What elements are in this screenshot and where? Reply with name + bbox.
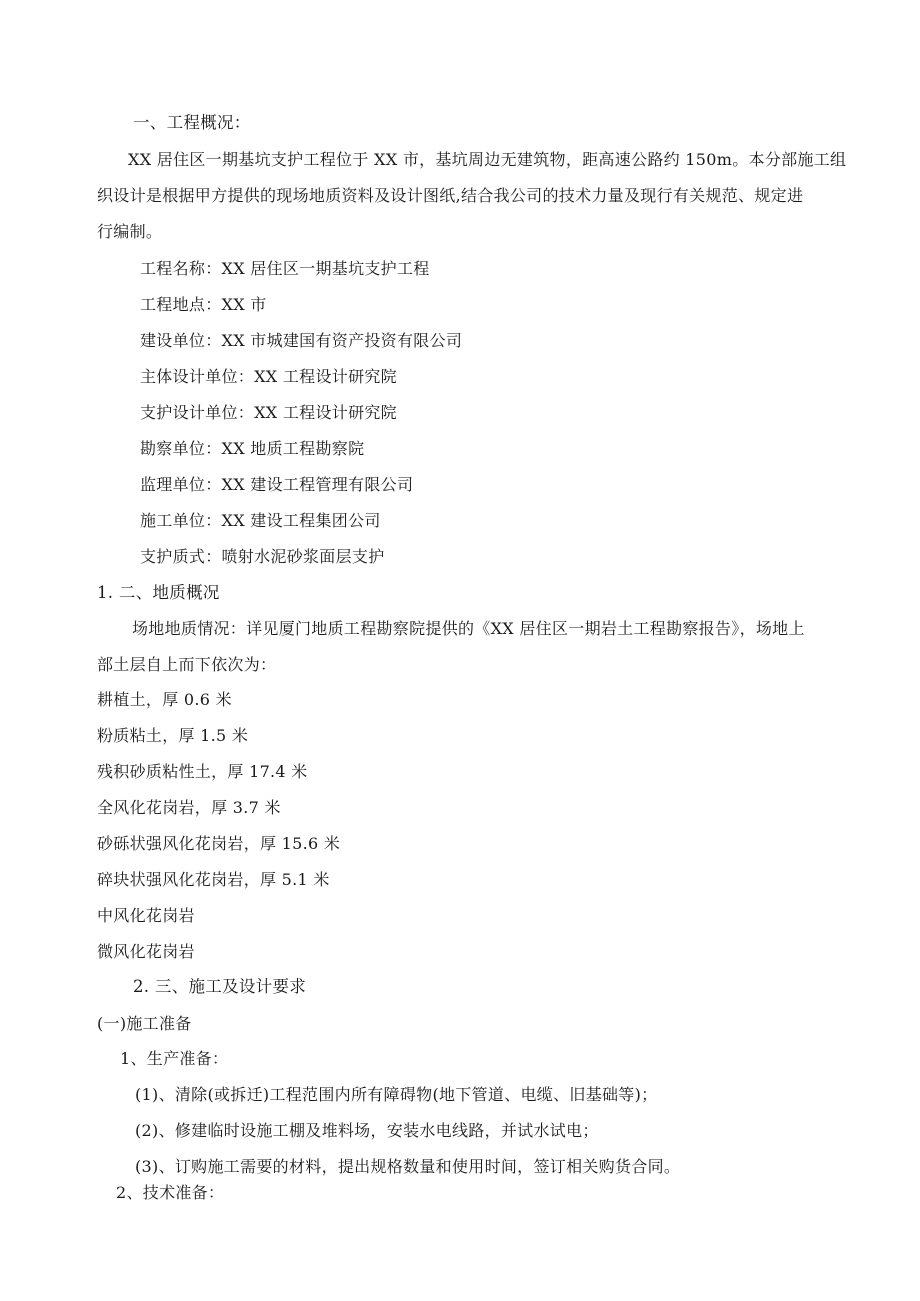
sub-heading-construction-prep: (一)施工准备 <box>97 1014 192 1033</box>
section-heading-project-overview: 一、工程概况： <box>133 113 251 132</box>
soil-layer-item: 碎块状强风化花岗岩，厚 5.1 米 <box>97 870 330 889</box>
section-heading-geology: 1. 二、地质概况 <box>97 583 220 602</box>
paragraph-line: 行编制。 <box>97 222 163 241</box>
paragraph-line: 场地地质情况：详见厦门地质工程勘察院提供的《XX 居住区一期岩土工程勘察报告》，场地上 <box>132 619 805 638</box>
field-project-location: 工程地点：XX 市 <box>140 295 267 314</box>
prep-item: (1)、清除(或拆迁)工程范围内所有障碍物(地下管道、电缆、旧基础等)； <box>135 1085 658 1104</box>
field-support-type: 支护质式：喷射水泥砂浆面层支护 <box>140 547 385 566</box>
field-main-design-unit: 主体设计单位：XX 工程设计研究院 <box>140 367 397 386</box>
field-builder-unit: 施工单位：XX 建设工程集团公司 <box>140 511 381 530</box>
soil-layer-item: 砂砾状强风化花岗岩，厚 15.6 米 <box>97 834 341 853</box>
field-supervision-unit: 监理单位：XX 建设工程管理有限公司 <box>140 475 414 494</box>
paragraph-line: XX 居住区一期基坑支护工程位于 XX 市，基坑周边无建筑物，距高速公路约 150m。本分部施工组 <box>128 150 847 169</box>
field-project-name: 工程名称：XX 居住区一期基坑支护工程 <box>140 259 430 278</box>
prep-item: (3)、订购施工需要的材料，提出规格数量和使用时间，签订相关购货合同。 <box>135 1157 681 1176</box>
field-construction-unit: 建设单位：XX 市城建国有资产投资有限公司 <box>140 331 463 350</box>
field-support-design-unit: 支护设计单位：XX 工程设计研究院 <box>140 403 397 422</box>
paragraph-line: 部土层自上而下依次为： <box>97 655 277 674</box>
soil-layer-item: 全风化花岗岩，厚 3.7 米 <box>97 798 281 817</box>
paragraph-line: 织设计是根据甲方提供的现场地质资料及设计图纸,结合我公司的技术力量及现行有关规范、规定进 <box>97 186 804 205</box>
soil-layer-item: 中风化花岗岩 <box>97 906 195 925</box>
soil-layer-item: 残积砂质粘性土，厚 17.4 米 <box>97 762 308 781</box>
field-survey-unit: 勘察单位：XX 地质工程勘察院 <box>140 439 365 458</box>
prep-item: (2)、修建临时设施工棚及堆料场，安装水电线路，并试水试电； <box>135 1121 599 1140</box>
production-prep-title: 1、生产准备： <box>120 1049 229 1068</box>
soil-layer-item: 粉质粘土，厚 1.5 米 <box>97 726 249 745</box>
technical-prep-title: 2、技术准备： <box>116 1183 225 1202</box>
section-heading-construction-requirements: 2. 三、施工及设计要求 <box>133 977 307 996</box>
soil-layer-item: 耕植土，厚 0.6 米 <box>97 690 232 709</box>
soil-layer-item: 微风化花岗岩 <box>97 942 195 961</box>
